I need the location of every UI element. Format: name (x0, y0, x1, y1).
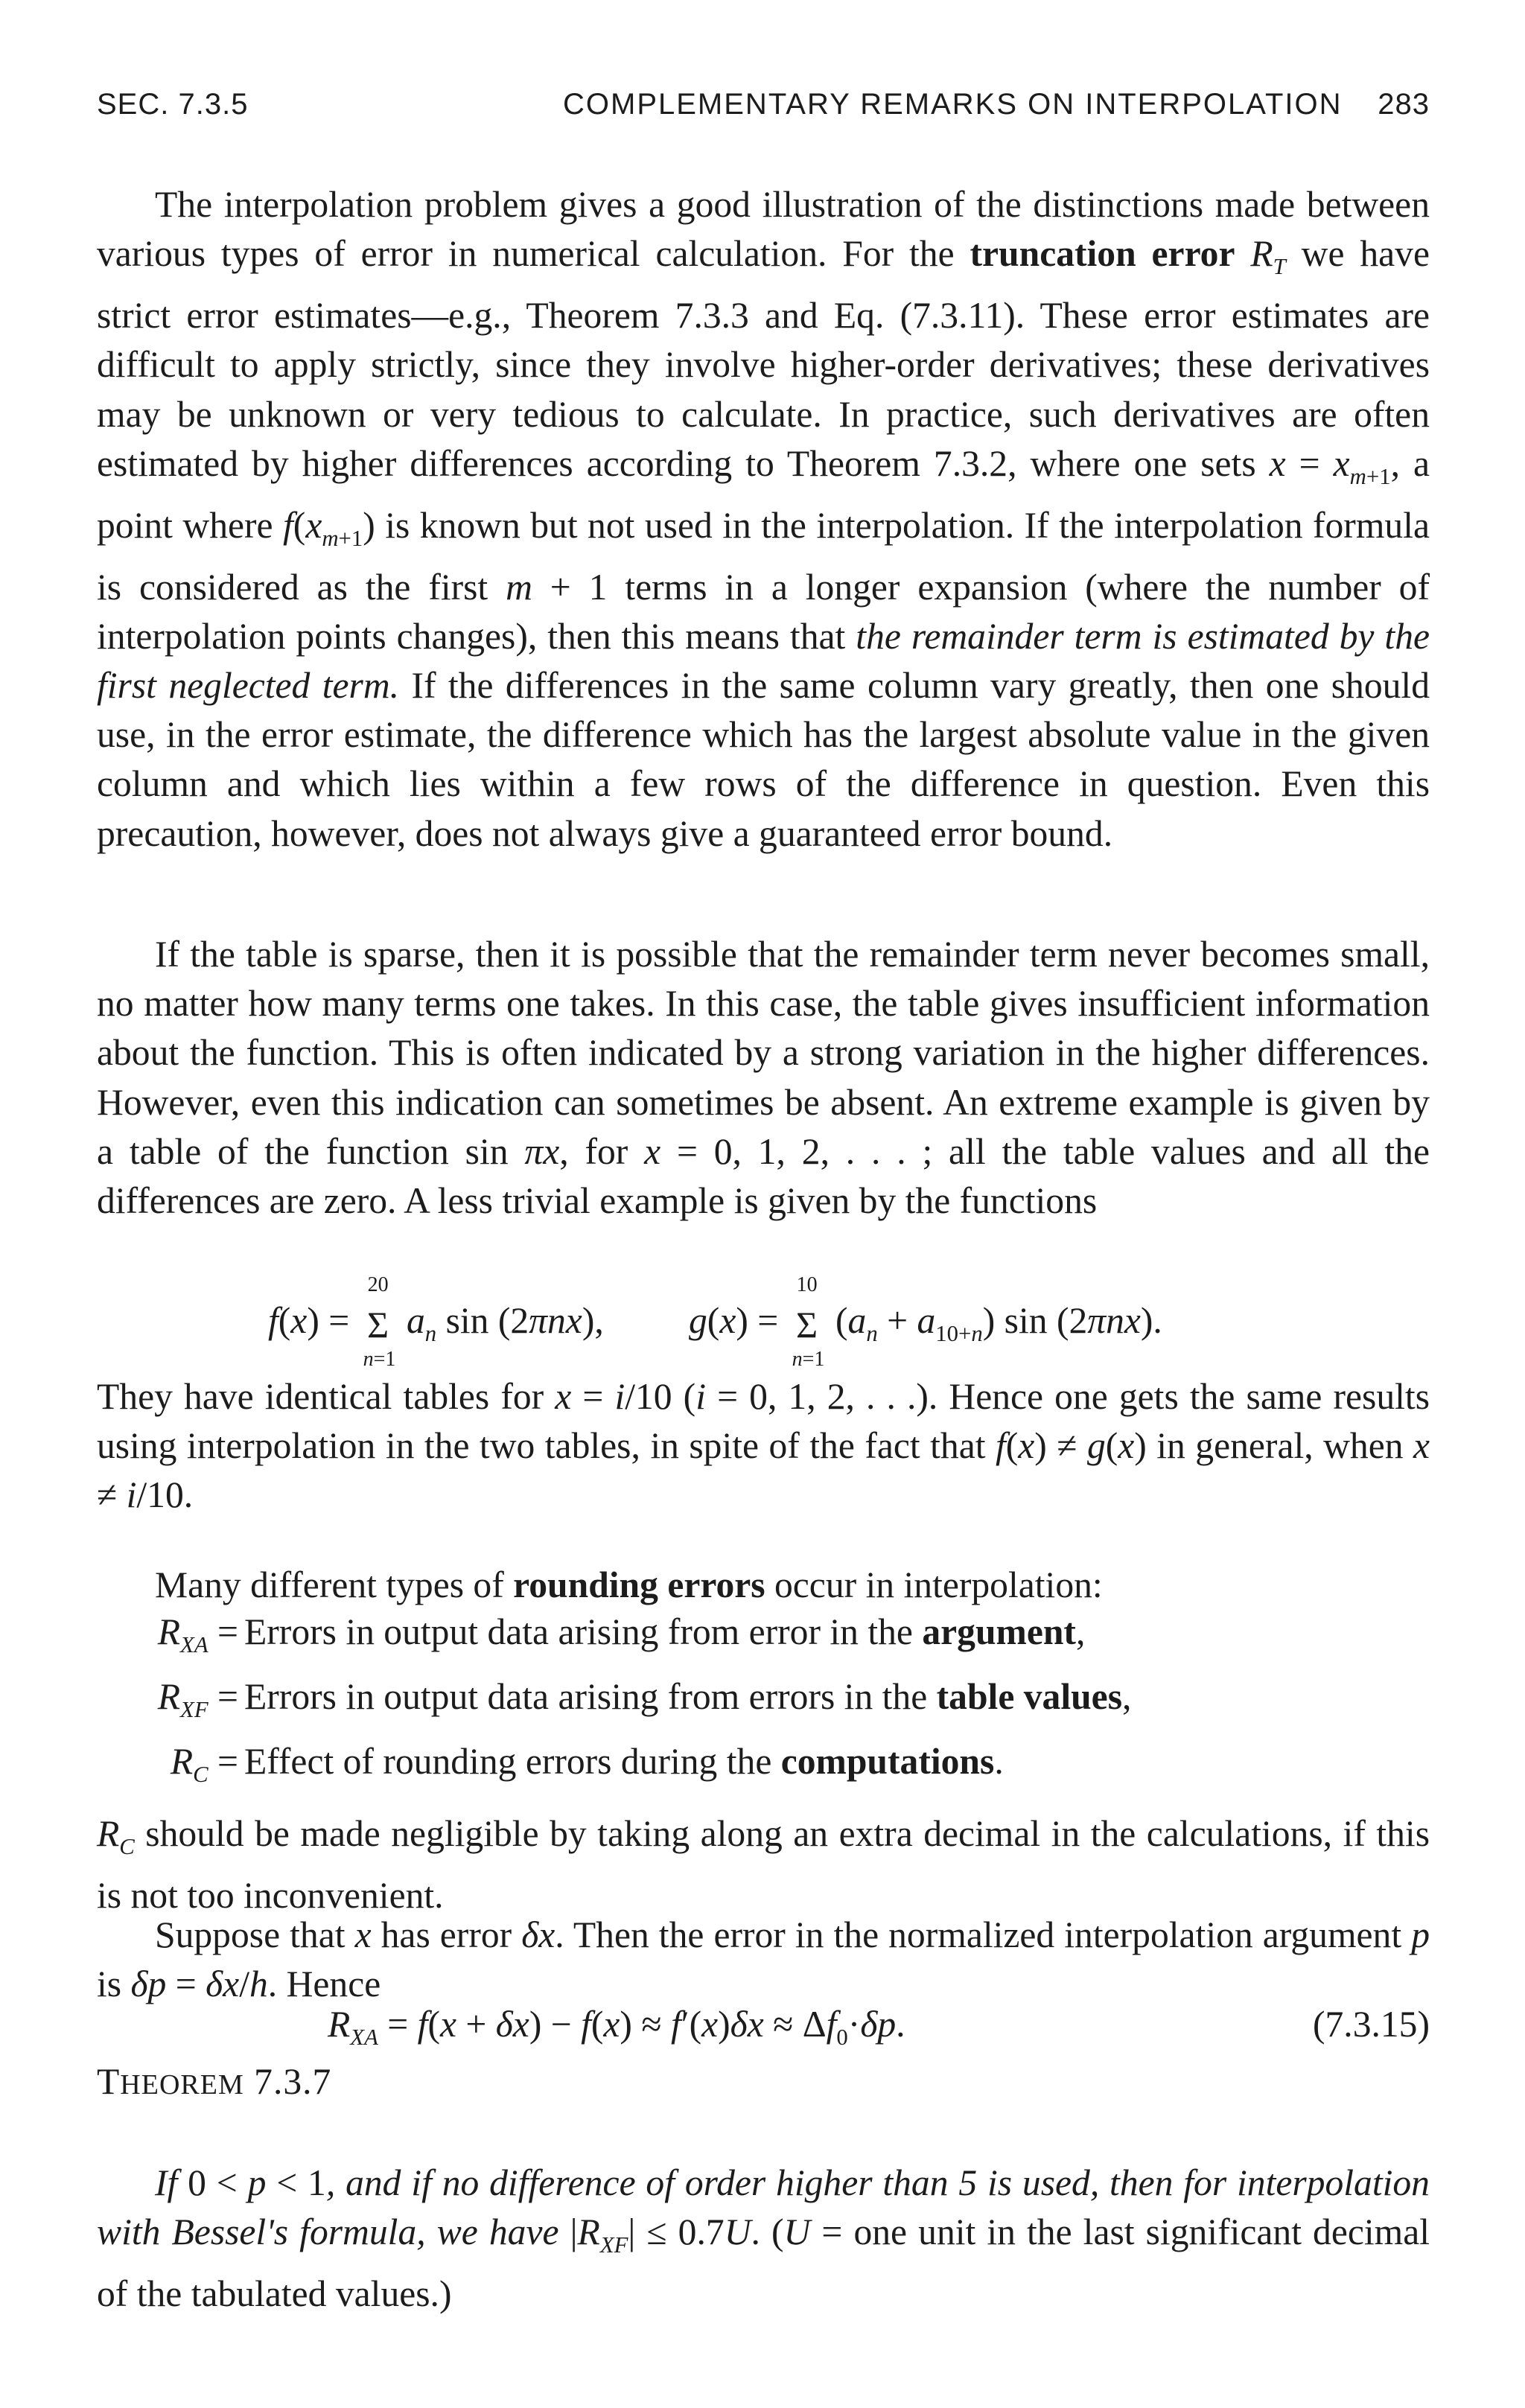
running-title: COMPLEMENTARY REMARKS ON INTERPOLATION (563, 88, 1343, 121)
equation-number: (7.3.15) (1312, 2004, 1430, 2045)
document-page: SEC. 7.3.5 COMPLEMENTARY REMARKS ON INTERPOLATION 283 The interpolation problem gives a good illustration of the distinctions made between various types of error in numerical calculation. For the truncation error $R_T$ we have strict error estimates—e.g., Theorem 7.3.3 and Eq. (7.3.11). These error estimates are difficult to apply strictly, since they involve higher-order derivatives; these derivatives may be unknown or very tedious to calculate. In practice, such derivatives are often estimated by higher differences according to Theorem 7.3.2, where one sets $x = x_{m+1}$, a point where $f(x_{m+1})$ is known but not used in the interpolation. If the interpolation formula is considered as the first m + 1 terms in a longer expansion (where the number of interpolation points changes), then this means that the remainder term is estimated by the first neglected term. If the differences in the same column vary greatly, then one should use, in the error estimate, the difference which has the largest absolute value in the given column and which lies within a few rows of the difference in question. Even this precaution, however, does not always give a guaranteed error bound. If the table is sparse, then it is possible that the remainder term never becomes small, no matter how many terms one takes. In this case, the table gives insufficient information about the function. This is often indicated by a strong variation in the higher differences. However, even this indication can sometimes be absent. An extreme example is given by a table of the function sin πx, for x = 0, 1, 2, . . . ; all the table values and all the differences are zero. A less trivial example is given by the functions f(x) = 20 Σ n=1 $a_n$ sin (2πnx), g(x) = 10 Σ n=1 $(a_n + a_{10+n})$ sin (2πnx). They have identical tables for x = i/10 (i = 0, 1, 2, . . .). Hence one gets the same results using interpolation in the two tables, in spite of the fact that f(x) ≠ g(x) in general, when x ≠ i/10. Many different types of rounding errors occur in interpolation: $R_{XA}$ = Errors in output data arising from error in the argument, $R_{XF}$ = Errors in output data arising from errors in the table values, $R_C$ = Effect of rounding errors during the computations. $R_C$ should be made negligible by taking along an extra decimal in the calculations, if this is not too inconvenient. Suppose that x has error δx. Then the error in the normalized interpolation argument p is δp = δx/h. Hence $R_{XA} = f(x + \delta x) - f(x) \approx f'(x)\delta x \approx \Delta f_0\cdot\delta p$. (7.3.15) THEOREM 7.3.7 If 0 < p < 1, and if no difference of order higher than 5 is used, then for interpolation with Bessel's formula, we have $|R_{XF}| \le 0.7U$. (U = one unit in the last significant decimal of the tabulated values.) (97, 0, 1430, 2408)
page-number: 283 (1378, 88, 1430, 121)
theorem-statement: If 0 < p < 1, and if no difference of order higher than 5 is used, then for interpolation with Bessel's formula, we have $|R_{XF}| \le 0.7U$. (U = one unit in the last significant decimal of the tabulated values.) (97, 2162, 1430, 2315)
display-formula-f: f(x) = 20 Σ n=1 $a_n$ sin (2πnx), (268, 1273, 604, 1371)
paragraph-error-in-x: Suppose that x has error δx. Then the error in the normalized interpolation argument p is δp = δx/h. Hence (97, 1914, 1430, 2005)
emphasis-remainder-estimate: the remainder term is estimated by the first neglected term. (97, 615, 1430, 707)
equation-7-3-15: $R_{XA} = f(x + \delta x) - f(x) \approx f'(x)\delta x \approx \Delta f_0\cdot\delta p$. (7.3.15) (328, 2004, 1430, 2050)
paragraph-identical-tables: They have identical tables for x = i/10 (i = 0, 1, 2, . . .). Hence one gets the same results using interpolation in the two tables, in spite of the fact that f(x) ≠ g(x) in general, when x ≠ i/10. (97, 1376, 1430, 1516)
section-number: SEC. 7.3.5 (97, 88, 249, 121)
sum-symbol: 20 Σ n=1 (363, 1273, 396, 1371)
paragraph-rc-negligible: $R_C$ should be made negligible by taking along an extra decimal in the calculations, if this is not too inconvenient. (97, 1813, 1430, 1916)
theorem-heading: THEOREM 7.3.7 (97, 2061, 332, 2102)
paragraph-rounding-errors: Many different types of rounding errors occur in interpolation: (155, 1564, 1103, 1605)
display-formula-g: g(x) = 10 Σ n=1 $(a_n + a_{10+n})$ sin (2πnx). (689, 1273, 1162, 1371)
running-header (97, 88, 1430, 133)
term-truncation-error: truncation error (970, 233, 1235, 275)
sum-symbol: 10 Σ n=1 (792, 1273, 825, 1371)
paragraph-sparse-table: If the table is sparse, then it is possible that the remainder term never becomes small, no matter how many terms one takes. In this case, the table gives insufficient information about the function. This is often indicated by a strong variation in the higher differences. However, even this indication can sometimes be absent. An extreme example is given by a table of the function sin πx, for x = 0, 1, 2, . . . ; all the table values and all the differences are zero. A less trivial example is given by the functions (97, 934, 1430, 1222)
term-rounding-errors: rounding errors (513, 1564, 765, 1605)
paragraph-truncation-error: The interpolation problem gives a good illustration of the distinctions made between various types of error in numerical calculation. For the truncation error $R_T$ we have strict error estimates—e.g., Theorem 7.3.3 and Eq. (7.3.11). These error estimates are difficult to apply strictly, since they involve higher-order derivatives; these derivatives may be unknown or very tedious to calculate. In practice, such derivatives are often estimated by higher differences according to Theorem 7.3.2, where one sets $x = x_{m+1}$, a point where $f(x_{m+1})$ is known but not used in the interpolation. If the interpolation formula is considered as the first m + 1 terms in a longer expansion (where the number of interpolation points changes), then this means that the remainder term is estimated by the first neglected term. If the differences in the same column vary greatly, then one should use, in the error estimate, the difference which has the largest absolute value in the given column and which lies within a few rows of the difference in question. Even this precaution, however, does not always give a guaranteed error bound. (97, 184, 1430, 854)
